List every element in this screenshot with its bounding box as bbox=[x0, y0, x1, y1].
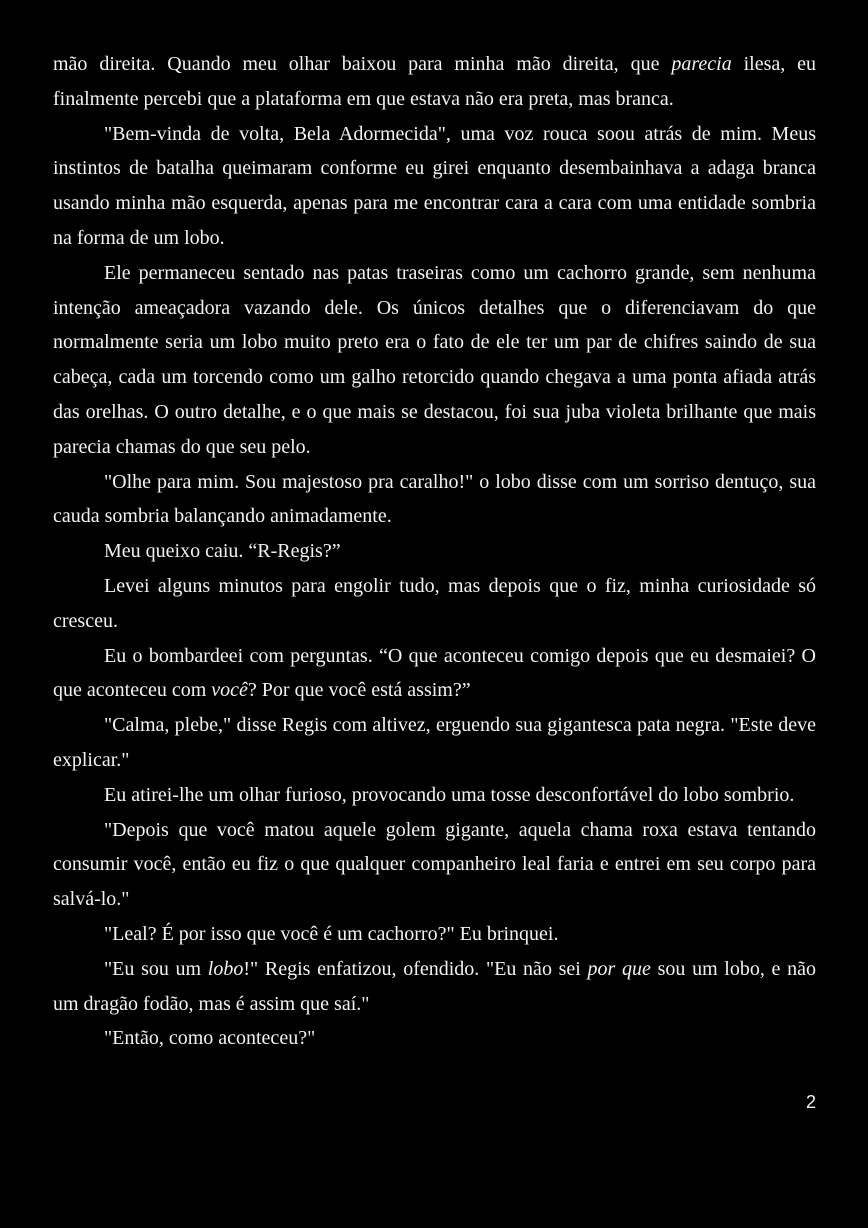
text-run: "Eu sou um bbox=[104, 957, 208, 980]
text-run: Ele permaneceu sentado nas patas traseiras como um cachorro grande, sem nenhuma intenção ameaçadora vazando dele. Os únicos detalhes que o diferenciavam do que normalmente seria um lobo muito preto era o fato de ele ter um par de chifres saindo de sua cabeça, cada um torcendo como um galho retorcido quando chegava a uma ponta afiada atrás das orelhas. O outro detalhe, e o que mais se destacou, foi sua juba violeta brilhante que mais parecia chamas do que seu pelo. bbox=[53, 261, 816, 458]
text-run: Levei alguns minutos para engolir tudo, mas depois que o fiz, minha curiosidade só cresceu. bbox=[53, 574, 816, 632]
text-run: sou um lobo, e não um dragão fodão, mas é assim que saí." bbox=[53, 957, 816, 1015]
italic-text: parecia bbox=[671, 53, 732, 75]
paragraph bbox=[53, 534, 816, 569]
paragraph bbox=[53, 778, 816, 813]
text-run: Eu atirei-lhe um olhar furioso, provocando uma tosse desconfortável do lobo sombrio. bbox=[104, 783, 795, 806]
text-run: Eu o bombardeei com perguntas. “O que aconteceu comigo depois que eu desmaiei? O que aconteceu com bbox=[53, 644, 816, 702]
paragraph bbox=[53, 465, 816, 535]
paragraph bbox=[53, 569, 816, 639]
paragraph bbox=[53, 708, 816, 778]
paragraph bbox=[53, 256, 816, 465]
paragraph bbox=[53, 952, 816, 1022]
text-run: ilesa, eu finalmente percebi que a plataforma em que estava não era preta, mas branca. bbox=[53, 53, 816, 110]
paragraph bbox=[53, 813, 816, 917]
paragraph bbox=[53, 1021, 816, 1056]
page-number: 2 bbox=[805, 1092, 816, 1112]
italic-text: você bbox=[211, 679, 248, 702]
text-run: "Calma, plebe," disse Regis com altivez, erguendo sua gigantesca pata negra. "Este deve explicar." bbox=[53, 714, 816, 771]
text-run: "Depois que você matou aquele golem gigante, aquela chama roxa estava tentando consumir você, então eu fiz o que qualquer companheiro leal faria e entrei em seu corpo para salvá-lo." bbox=[53, 818, 816, 911]
paragraph bbox=[53, 917, 816, 952]
paragraph bbox=[53, 47, 816, 117]
text-run: "Bem-vinda de volta, Bela Adormecida", uma voz rouca soou atrás de mim. Meus instintos de batalha queimaram conforme eu girei enquanto desembainhava a adaga branca usando minha mão esquerda, apenas para me encontrar cara a cara com uma entidade sombria na forma de um lobo. bbox=[53, 122, 816, 249]
text-run: mão direita. Quando meu olhar baixou para minha mão direita, que bbox=[53, 53, 672, 75]
text-run: Meu queixo caiu. “R-Regis?” bbox=[104, 540, 341, 563]
page-body bbox=[53, 47, 816, 1056]
text-run: "Então, como aconteceu?" bbox=[104, 1027, 316, 1050]
italic-text: lobo bbox=[207, 957, 244, 980]
text-run: ? Por que você está assim?” bbox=[247, 679, 471, 702]
italic-text: por que bbox=[587, 957, 651, 980]
text-run: "Leal? É por isso que você é um cachorro?" Eu brinquei. bbox=[104, 922, 559, 945]
paragraph bbox=[53, 117, 816, 256]
paragraph bbox=[53, 639, 816, 709]
text-run: "Olhe para mim. Sou majestoso pra caralho!" o lobo disse com um sorriso dentuço, sua cauda sombria balançando animadamente. bbox=[53, 470, 816, 528]
text-run: !" Regis enfatizou, ofendido. "Eu não sei bbox=[243, 957, 588, 980]
